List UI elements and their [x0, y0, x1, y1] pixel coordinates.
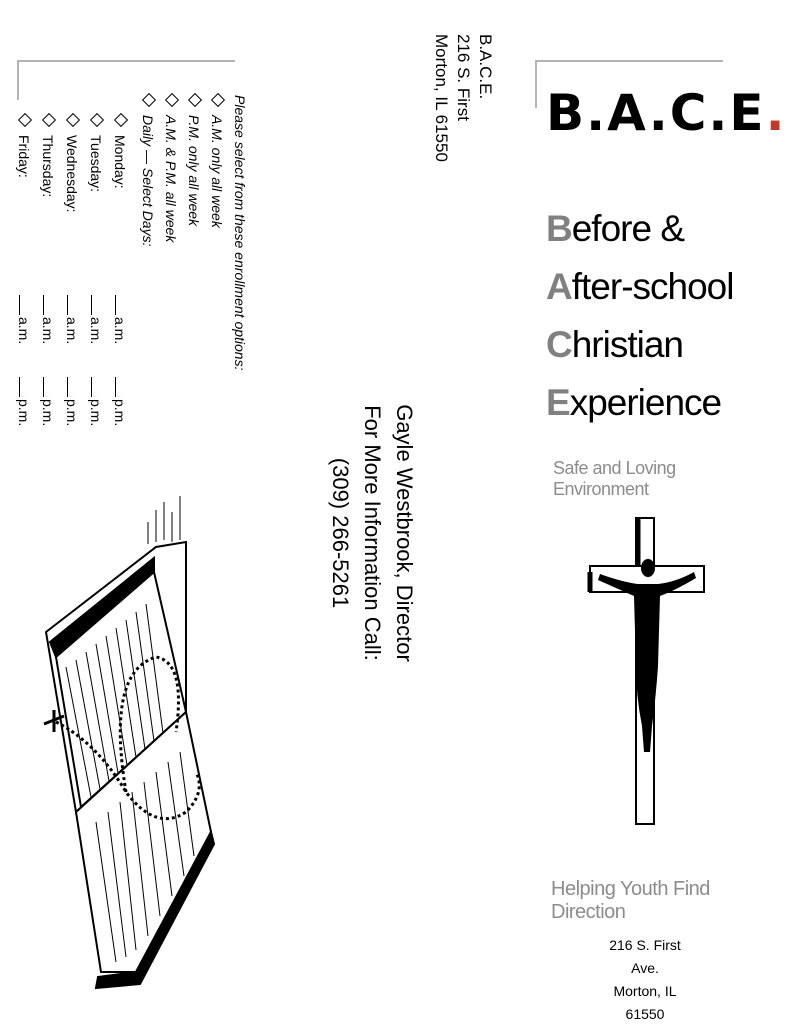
pm-blank[interactable] — [43, 377, 44, 397]
info-call-label: For More Information Call: — [360, 405, 385, 661]
day-row-monday[interactable]: Monday:a.m.p.m. — [112, 115, 128, 426]
open-bible-illustration — [36, 492, 221, 992]
pm-blank[interactable] — [91, 377, 92, 397]
left-frame-top-line — [17, 60, 235, 62]
acronym-line-b: Before & — [546, 208, 685, 249]
day-row-friday[interactable]: Friday:a.m.p.m. — [16, 115, 32, 426]
right-frame-side-line — [535, 60, 537, 108]
am-blank[interactable] — [19, 295, 20, 315]
acronym-line-a: After-school — [546, 266, 734, 307]
tagline: Safe and Loving Environment — [553, 458, 676, 499]
diamond-checkbox-icon — [114, 113, 128, 127]
acronym-line-e: Experience — [546, 382, 722, 423]
brand-title: B.A.C.E. — [546, 84, 787, 142]
contact-block — [324, 316, 420, 750]
crucifix-icon — [586, 516, 710, 828]
diamond-checkbox-icon — [142, 93, 156, 107]
option-am-only[interactable]: A.M. only all week — [209, 95, 225, 615]
acronym-line-c: Christian — [546, 324, 684, 365]
diamond-checkbox-icon — [42, 113, 56, 127]
right-frame-top-line — [535, 60, 723, 62]
front-address: 216 S. First Ave. Morton, IL 61550 — [609, 937, 681, 1022]
day-row-tuesday[interactable]: Tuesday:a.m.p.m. — [88, 115, 104, 426]
enrollment-prompt: Please select from these enrollment options: — [232, 95, 248, 371]
option-daily[interactable]: Daily — Select Days: — [140, 95, 156, 615]
diamond-checkbox-icon — [90, 113, 104, 127]
option-pm-only[interactable]: P.M. only all week — [186, 95, 202, 615]
return-address: B.A.C.E. 216 S. First Morton, IL 61550 — [432, 34, 495, 162]
pm-blank[interactable] — [115, 377, 116, 397]
diamond-checkbox-icon — [66, 113, 80, 127]
director-name: Gayle Westbrook, Director — [392, 404, 417, 662]
diamond-checkbox-icon — [211, 93, 225, 107]
diamond-checkbox-icon — [18, 113, 32, 127]
am-blank[interactable] — [67, 295, 68, 315]
pm-blank[interactable] — [19, 377, 20, 397]
day-row-thursday[interactable]: Thursday:a.m.p.m. — [40, 115, 56, 426]
diamond-checkbox-icon — [188, 93, 202, 107]
diamond-checkbox-icon — [165, 93, 179, 107]
pm-blank[interactable] — [67, 377, 68, 397]
motto: Helping Youth Find Direction — [551, 878, 710, 923]
acronym-block — [546, 200, 733, 432]
phone-number: (309) 266-5261 — [328, 457, 353, 609]
enrollment-section — [8, 95, 248, 515]
left-frame-side-line — [17, 60, 19, 100]
am-blank[interactable] — [43, 295, 44, 315]
am-blank[interactable] — [91, 295, 92, 315]
day-row-wednesday[interactable]: Wednesday:a.m.p.m. — [64, 115, 80, 426]
am-blank[interactable] — [115, 295, 116, 315]
option-am-pm[interactable]: A.M. & P.M. all week — [163, 95, 179, 615]
